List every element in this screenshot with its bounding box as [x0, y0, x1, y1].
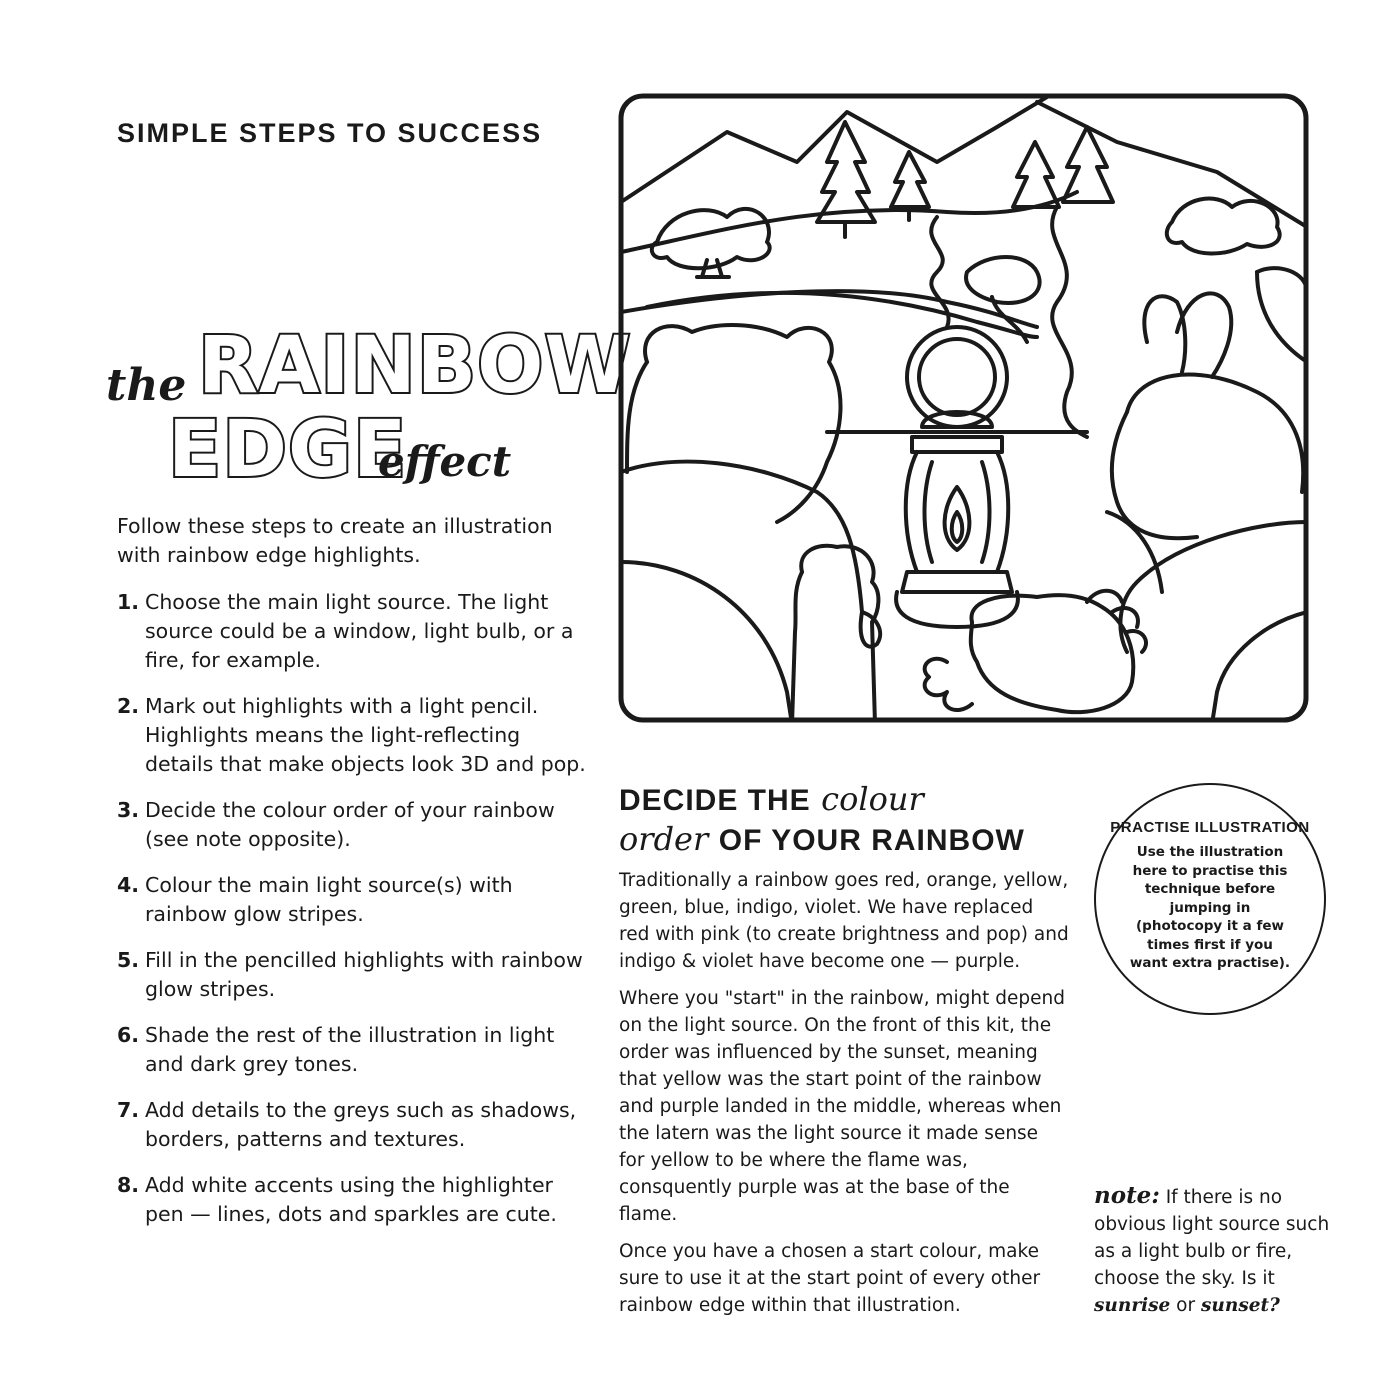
practise-title: PRACTISE ILLUSTRATION [1110, 819, 1310, 836]
title-effect: effect [378, 437, 512, 486]
section-heading [619, 780, 1039, 860]
title-edge: EDGE [168, 405, 408, 495]
step-text: Mark out highlights with a light pencil. Highlights means the light-reflecting details that make objects look 3D and pop. [145, 694, 586, 776]
step-item [117, 871, 587, 929]
step-text: Decide the colour order of your rainbow (see note opposite). [145, 798, 555, 851]
note-word-or: or [1176, 1295, 1196, 1316]
step-item [117, 1021, 587, 1079]
paragraph-start-point: Where you "start" in the rainbow, might depend on the light source. On the front of this kit, the order was influenced by the sunset, meaning that yellow was the start point of the rainbow and purple landed in the middle, whereas when the latern was the light source it made sense for yellow to be where the flame was, consquently purple was at the base of the flame. [619, 988, 1065, 1225]
section-kicker: SIMPLE STEPS TO SUCCESS [117, 118, 543, 148]
step-text: Add details to the greys such as shadows, borders, patterns and textures. [145, 1098, 577, 1151]
step-number: 4. [117, 873, 140, 897]
practise-callout [1094, 783, 1326, 1015]
title-rainbow: RAINBOW [198, 321, 632, 411]
page-title [100, 321, 632, 505]
step-text: Shade the rest of the illustration in light and dark grey tones. [145, 1023, 555, 1076]
paragraph-start-colour: Once you have a chosen a start colour, make sure to use it at the start point of every other rainbow edge within that illustration. [619, 1241, 1041, 1316]
step-number: 2. [117, 694, 140, 718]
step-text: Choose the main light source. The light source could be a window, light bulb, or a fire, for example. [145, 590, 574, 672]
note-label: note: [1094, 1182, 1160, 1209]
practise-body: Use the illustration here to practise this technique before jumping in (photocopy it a few times first if you want extra practise). [1129, 844, 1291, 971]
steps-list [117, 588, 587, 1246]
note-word-sunset: sunset? [1201, 1295, 1280, 1316]
step-item [117, 1171, 587, 1229]
note-word-sunrise: sunrise [1094, 1295, 1171, 1316]
step-item [117, 946, 587, 1004]
step-text: Colour the main light source(s) with rainbow glow stripes. [145, 873, 513, 926]
heading-part-2: colour [821, 780, 924, 818]
step-text: Fill in the pencilled highlights with rainbow glow stripes. [145, 948, 583, 1001]
intro-text: Follow these steps to create an illustration with rainbow edge highlights. [117, 514, 553, 567]
step-item [117, 796, 587, 854]
step-number: 3. [117, 798, 140, 822]
step-number: 5. [117, 948, 140, 972]
step-item [117, 692, 587, 779]
step-number: 1. [117, 590, 140, 614]
step-number: 6. [117, 1023, 140, 1047]
title-the: the [106, 360, 187, 411]
step-text: Add white accents using the highlighter pen — lines, dots and sparkles are cute. [145, 1173, 557, 1226]
step-item [117, 1096, 587, 1154]
step-number: 7. [117, 1098, 140, 1122]
paragraph-traditional-order: Traditionally a rainbow goes red, orange, yellow, green, blue, indigo, violet. We have replaced red with pink (to create brightness and pop) and indigo & violet have become one — purple. [619, 870, 1069, 972]
step-number: 8. [117, 1173, 140, 1197]
heading-part-4: OF YOUR RAINBOW [718, 824, 1025, 857]
side-note [1094, 1182, 1344, 1319]
heading-part-3: order [619, 820, 709, 858]
note-text: If there is no obvious light source such as a light bulb or fire, choose the sky. Is it [1094, 1187, 1330, 1289]
step-item [117, 588, 587, 675]
practise-illustration [617, 92, 1310, 724]
heading-part-1: DECIDE THE [619, 784, 811, 817]
